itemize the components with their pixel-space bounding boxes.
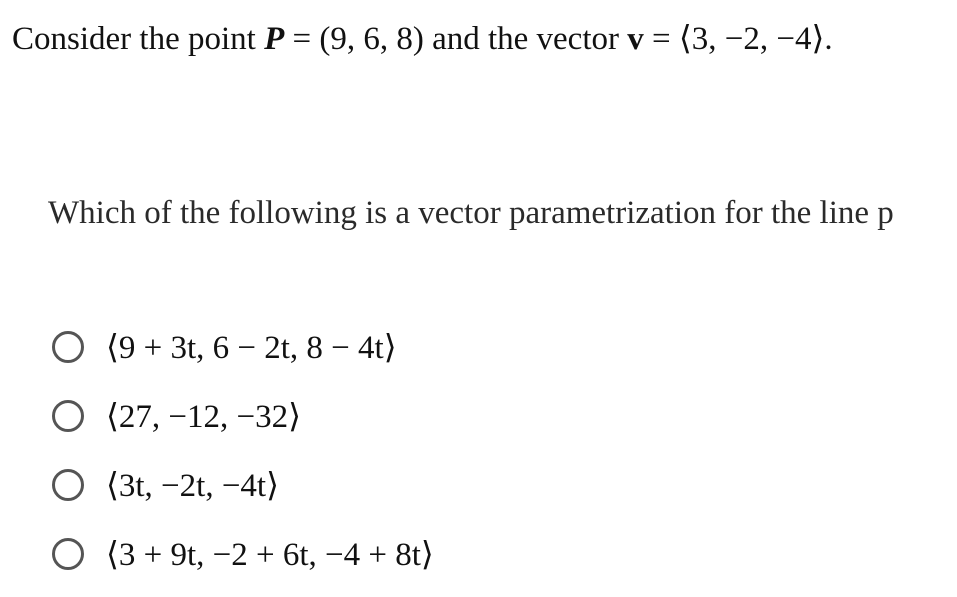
stem-prefix: Consider the point bbox=[12, 21, 265, 57]
answer-option-label: ⟨27, −12, −32⟩ bbox=[106, 398, 301, 435]
vector-value: = ⟨3, −2, −4⟩. bbox=[643, 21, 833, 57]
radio-button-icon[interactable] bbox=[52, 331, 84, 363]
answer-option-1[interactable] bbox=[52, 312, 434, 381]
answer-option-label: ⟨3t, −2t, −4t⟩ bbox=[106, 467, 279, 504]
radio-button-icon[interactable] bbox=[52, 469, 84, 501]
radio-button-icon[interactable] bbox=[52, 538, 84, 570]
point-value: = (9, 6, 8) and the vector bbox=[284, 21, 628, 57]
question-text: Which of the following is a vector parametrization for the line p bbox=[48, 195, 894, 231]
point-name: P bbox=[264, 21, 285, 57]
answer-choices bbox=[52, 312, 434, 588]
radio-button-icon[interactable] bbox=[52, 400, 84, 432]
answer-option-4[interactable] bbox=[52, 519, 434, 588]
answer-option-label: ⟨3 + 9t, −2 + 6t, −4 + 8t⟩ bbox=[106, 536, 434, 573]
answer-option-2[interactable] bbox=[52, 381, 434, 450]
answer-option-3[interactable] bbox=[52, 450, 434, 519]
problem-statement bbox=[12, 23, 833, 56]
answer-option-label: ⟨9 + 3t, 6 − 2t, 8 − 4t⟩ bbox=[106, 329, 397, 366]
vector-name: v bbox=[627, 21, 644, 57]
